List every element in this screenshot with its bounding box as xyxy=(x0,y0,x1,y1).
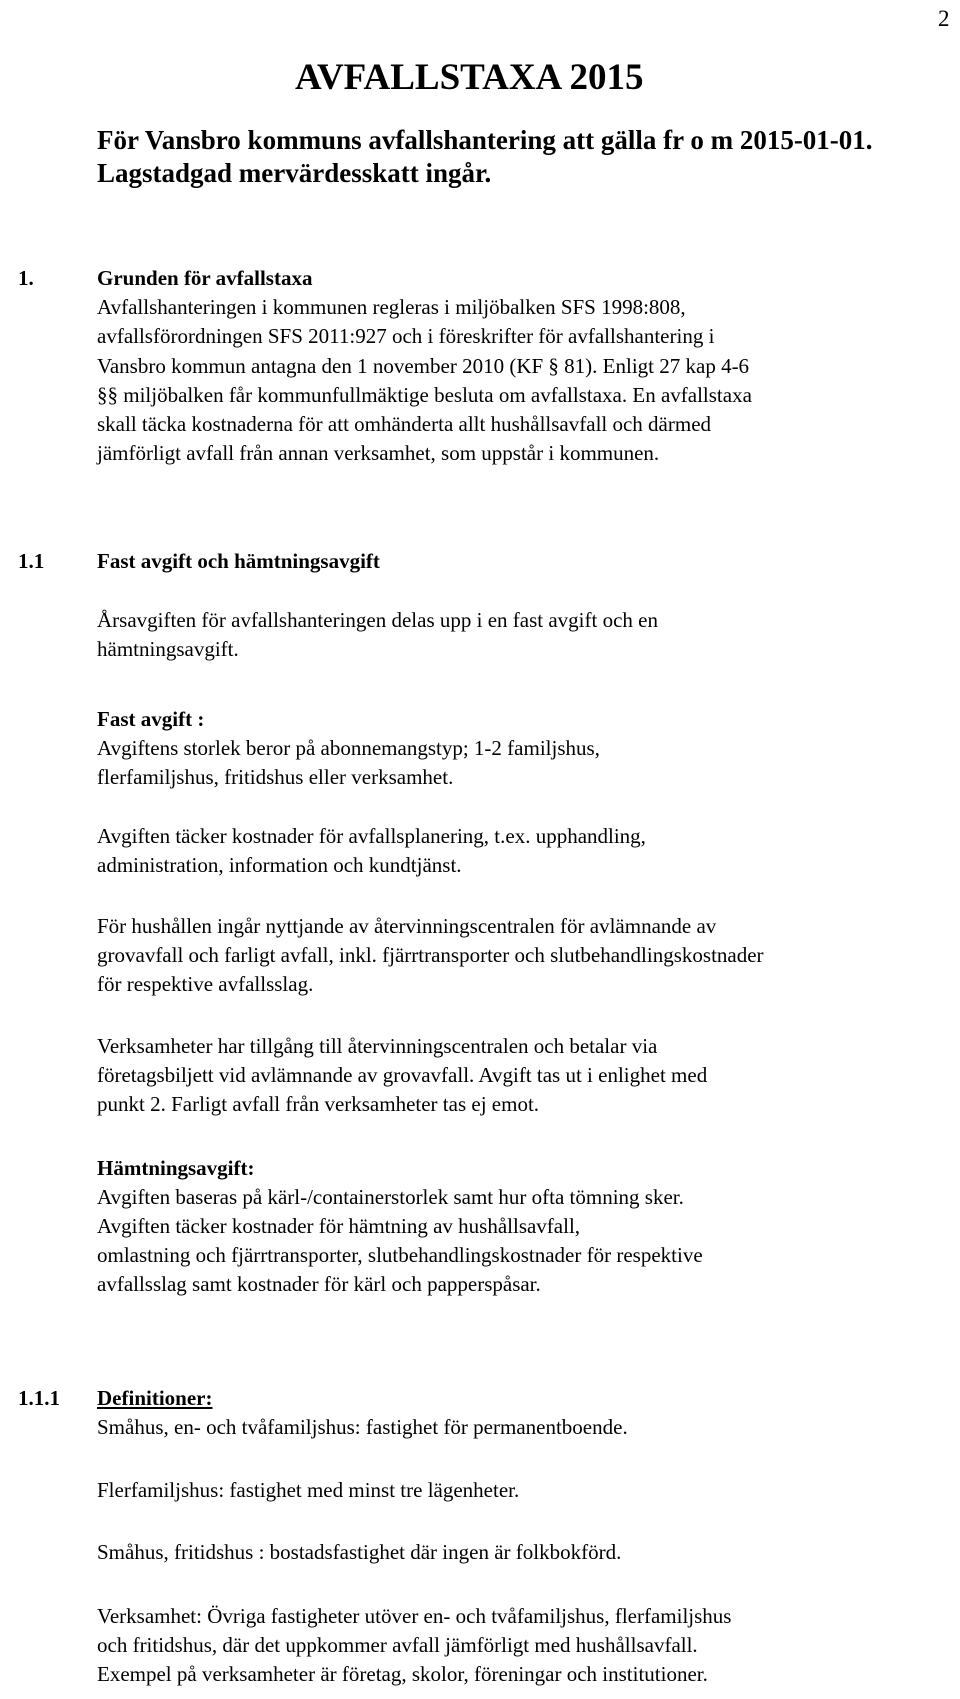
text-line: Vansbro kommun antagna den 1 november 2010 (KF § 81). Enligt 27 kap 4-6 xyxy=(97,353,750,378)
fast-avgift-paragraph-2 xyxy=(97,822,927,880)
section-1-1-intro xyxy=(97,606,927,664)
text-line: för respektive avfallsslag. xyxy=(97,972,314,996)
document-subtitle: För Vansbro kommuns avfallshantering att gälla fr o m 2015-01-01. Lagstadgad mervärdesskatt ingår. xyxy=(97,125,873,188)
text-line: flerfamiljshus, fritidshus eller verksamhet. xyxy=(97,765,454,789)
text-line: skall täcka kostnaderna för att omhänderta allt hushållsavfall och därmed xyxy=(97,412,712,437)
text-line: Avgiften baseras på kärl-/containerstorlek samt hur ofta tömning sker. xyxy=(97,1185,684,1209)
section-1-body xyxy=(97,293,917,469)
text-line: Avgiftens storlek beror på abonnemangstyp; 1-2 familjshus, xyxy=(97,736,600,760)
text-line: administration, information och kundtjänst. xyxy=(97,853,462,877)
fast-avgift-paragraph-3 xyxy=(97,912,927,999)
text-line: punkt 2. Farligt avfall från verksamheter tas ej emot. xyxy=(97,1092,540,1116)
text-line: grovavfall och farligt avfall, inkl. fjärrtransporter och slutbehandlingskostnader xyxy=(97,943,764,967)
document-title: AVFALLSTAXA 2015 xyxy=(295,57,644,98)
fast-avgift-heading: Fast avgift : xyxy=(97,707,205,731)
hamtningsavgift-heading: Hämtningsavgift: xyxy=(97,1156,255,1180)
text-line: §§ miljöbalken får kommunfullmäktige besluta om avfallstaxa. En avfallstaxa xyxy=(97,382,752,407)
section-1-heading: Grunden för avfallstaxa xyxy=(97,266,313,290)
fast-avgift-paragraph-4 xyxy=(97,1032,927,1119)
text-line: och fritidshus, där det uppkommer avfall jämförligt med hushållsavfall. xyxy=(97,1633,698,1657)
hamtningsavgift-body xyxy=(97,1183,927,1299)
definition-verksamhet xyxy=(97,1602,927,1689)
text-line: avfallsslag samt kostnader för kärl och papperspåsar. xyxy=(97,1272,541,1296)
section-1-1-1-number: 1.1.1 xyxy=(18,1386,60,1410)
page-number: 2 xyxy=(938,6,950,31)
text-line: Exempel på verksamheter är företag, skolor, föreningar och institutioner. xyxy=(97,1662,708,1686)
text-line: Avgiften täcker kostnader för hämtning av hushållsavfall, xyxy=(97,1214,581,1238)
text-line: Verksamhet: Övriga fastigheter utöver en- och tvåfamiljshus, flerfamiljshus xyxy=(97,1604,732,1628)
fast-avgift-paragraph-1 xyxy=(97,734,927,792)
text-line: avfallsförordningen SFS 2011:927 och i föreskrifter för avfallshantering i xyxy=(97,324,715,349)
section-1-number: 1. xyxy=(18,266,34,290)
text-line: företagsbiljett vid avlämnande av grovavfall. Avgift tas ut i enlighet med xyxy=(97,1063,708,1087)
text-line: För hushållen ingår nyttjande av återvinningscentralen för avlämnande av xyxy=(97,914,717,938)
definition-smahus: Småhus, en- och tvåfamiljshus: fastighet för permanentboende. xyxy=(97,1415,628,1439)
text-line: omlastning och fjärrtransporter, slutbehandlingskostnader för respektive xyxy=(97,1243,703,1267)
definition-flerfamiljshus: Flerfamiljshus: fastighet med minst tre lägenheter. xyxy=(97,1478,520,1502)
text-line: Avfallshanteringen i kommunen regleras i miljöbalken SFS 1998:808, xyxy=(97,295,686,319)
section-1-1-heading: Fast avgift och hämtningsavgift xyxy=(97,549,380,573)
definitioner-heading: Definitioner: xyxy=(97,1386,213,1410)
text-line: Verksamheter har tillgång till återvinningscentralen och betalar via xyxy=(97,1034,658,1058)
text-line: jämförligt avfall från annan verksamhet, som uppstår i kommunen. xyxy=(97,441,660,466)
text-line: Avgiften täcker kostnader för avfallsplanering, t.ex. upphandling, xyxy=(97,824,646,848)
text-line: hämtningsavgift. xyxy=(97,637,239,661)
text-line: Årsavgiften för avfallshanteringen delas upp i en fast avgift och en xyxy=(97,608,658,632)
section-1-1-number: 1.1 xyxy=(18,549,45,573)
definition-fritidshus: Småhus, fritidshus : bostadsfastighet där ingen är folkbokförd. xyxy=(97,1540,622,1564)
